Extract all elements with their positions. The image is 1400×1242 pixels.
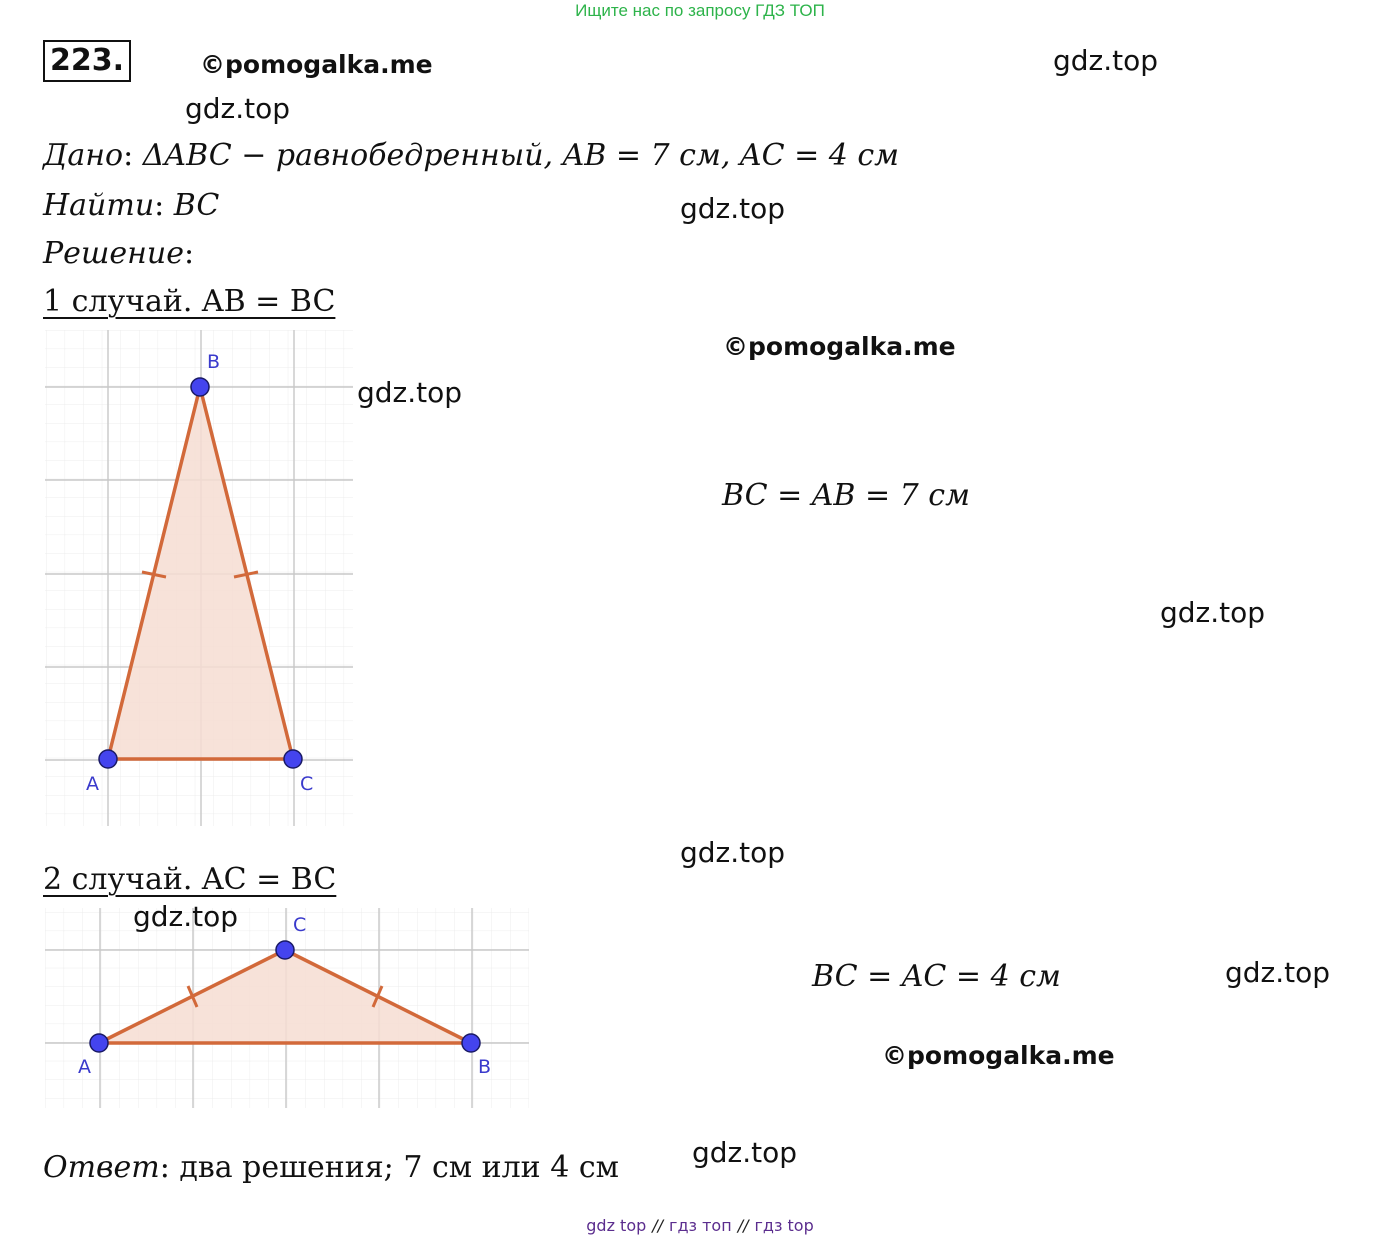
watermark-gdz: gdz.top: [185, 92, 291, 125]
answer-text: два решения; 7 см или 4 см: [179, 1150, 619, 1185]
top-banner: Ищите нас по запросу ГДЗ ТОП: [575, 1, 825, 20]
label-b: B: [478, 1056, 492, 1078]
watermark-gdz: gdz.top: [1053, 44, 1159, 77]
vertex-a: [99, 750, 117, 768]
problem-number: 223.: [43, 40, 131, 82]
link-gdz-top-mixed[interactable]: гдз top: [754, 1216, 814, 1235]
case1-heading: 1 случай. AB = BC: [43, 284, 336, 319]
watermark-gdz: gdz.top: [692, 1136, 798, 1169]
case2-diagram: [45, 908, 529, 1108]
vertex-b: [191, 378, 209, 396]
watermark-gdz: gdz.top: [1225, 956, 1331, 989]
vertex-a: [90, 1034, 108, 1052]
watermark-gdz: gdz.top: [357, 376, 463, 409]
label-a: A: [86, 773, 99, 795]
solution-label: Решение: [43, 236, 184, 271]
label-c: C: [300, 773, 314, 795]
separator: //: [737, 1216, 749, 1235]
vertex-b: [462, 1034, 480, 1052]
case1-result: BC = AB = 7 см: [722, 478, 970, 513]
link-gdz-top-ru[interactable]: гдз топ: [669, 1216, 732, 1235]
answer-label: Ответ: [43, 1150, 160, 1185]
given-label: Дано: [43, 138, 124, 173]
given-line: Дано: ΔABC − равнобедренный, AB = 7 см, AC = 4 см: [43, 138, 900, 173]
vertex-c: [276, 941, 294, 959]
watermark-gdz: gdz.top: [680, 192, 786, 225]
vertex-c: [284, 750, 302, 768]
case1-diagram: [45, 330, 353, 826]
bottom-links: [0, 1216, 1400, 1235]
find-line: Найти: BC: [43, 188, 220, 223]
label-b: B: [207, 351, 221, 373]
watermark-gdz: gdz.top: [680, 836, 786, 869]
answer-line: Ответ: два решения; 7 см или 4 см: [43, 1150, 619, 1185]
find-label: Найти: [43, 188, 155, 223]
link-gdz-top[interactable]: gdz top: [586, 1216, 647, 1235]
watermark-pomogalka: ©pomogalka.me: [882, 1041, 1115, 1070]
case2-heading: 2 случай. AC = BC: [43, 862, 337, 897]
watermark-pomogalka: ©pomogalka.me: [723, 332, 956, 361]
separator: //: [652, 1216, 664, 1235]
watermark-gdz: gdz.top: [133, 900, 239, 933]
given-text: ΔABC − равнобедренный, AB = 7 см, AC = 4 см: [142, 138, 900, 173]
watermark-pomogalka: ©pomogalka.me: [200, 50, 433, 79]
solution-line: Решение:: [43, 236, 195, 271]
label-c: C: [293, 914, 307, 936]
find-text: BC: [173, 188, 220, 223]
case2-result: BC = AC = 4 см: [812, 959, 1061, 994]
watermark-gdz: gdz.top: [1160, 596, 1266, 629]
label-a: A: [78, 1056, 91, 1078]
